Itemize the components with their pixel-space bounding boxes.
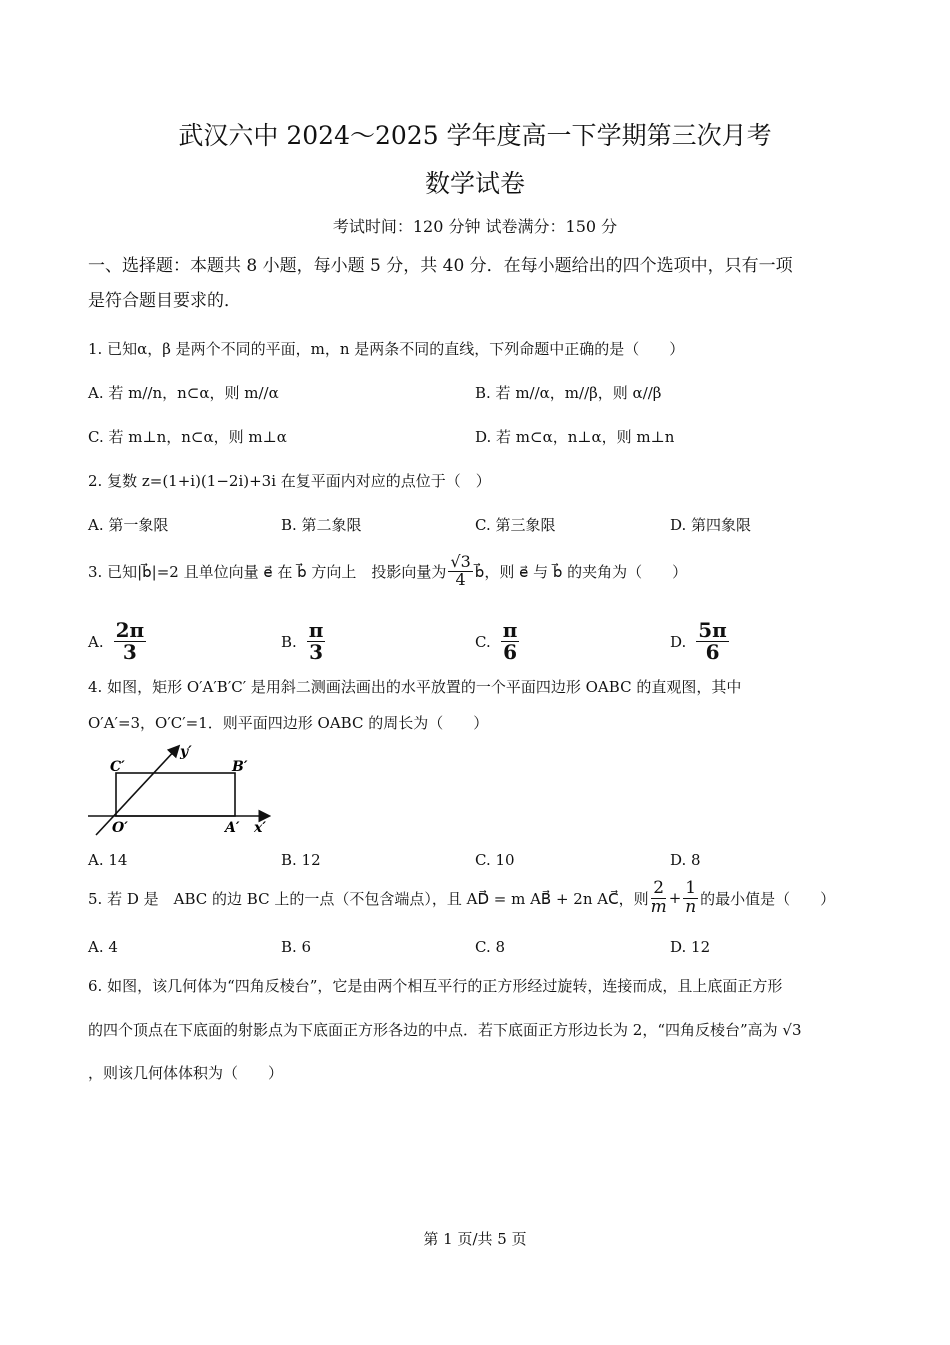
frac-den: 3 (309, 640, 324, 664)
question-5-stem-pre: 5. 若 D 是 ABC 的边 BC 上的一点（不包含端点），且 AD⃗ = m AB⃗ + 2n AC⃗，则 (88, 889, 649, 908)
question-4-option-c: C. 10 (475, 851, 515, 869)
frac-den: m (650, 896, 667, 917)
frac-num: 2 (653, 878, 665, 898)
frac-num: π (308, 618, 324, 642)
question-4-line1: 4. 如图，矩形 O′A′B′C′ 是用斜二测画法画出的水平放置的一个平面四边形 OABC 的直观图，其中 (88, 678, 742, 696)
question-5-option-d: D. 12 (670, 938, 711, 956)
exam-info: 考试时间：120 分钟 试卷满分：150 分 (332, 217, 618, 236)
question-4-option-d: D. 8 (670, 851, 701, 869)
label-c: C′ (110, 759, 125, 775)
label-a: A′ (225, 820, 240, 836)
question-2-stem: 2. 复数 z=(1+i)(1−2i)+3i 在复平面内对应的点位于（ ） (88, 472, 491, 490)
option-fraction (501, 620, 520, 663)
option-label: A. (88, 632, 104, 651)
frac-den: 6 (705, 640, 720, 664)
oblique-projection-figure (84, 740, 280, 838)
question-3-stem (88, 554, 687, 589)
section-heading-line2: 是符合题目要求的． (88, 291, 241, 311)
question-1-option-a: A. 若 m//n，n⊂α，则 m//α (88, 384, 279, 402)
plus-sign: + (668, 889, 682, 908)
frac-num: 2π (115, 618, 145, 642)
question-1-option-b: B. 若 m//α，m//β，则 α//β (475, 384, 662, 402)
frac-num: 5π (698, 618, 727, 642)
label-b: B′ (232, 759, 248, 775)
frac-den: 3 (122, 640, 137, 664)
exam-subtitle: 数学试卷 (424, 169, 525, 198)
question-4-option-b: B. 12 (281, 851, 321, 869)
question-5-stem (88, 880, 835, 917)
frac-den: n (685, 896, 697, 917)
label-x: x′ (254, 820, 267, 836)
question-3-option-c (475, 620, 519, 663)
question-3-frac-den: 4 (455, 569, 466, 589)
question-3-fraction (448, 554, 472, 589)
question-3-option-d (670, 620, 729, 663)
option-label: B. (281, 632, 297, 651)
frac-num: 1 (685, 878, 697, 898)
option-fraction (307, 620, 326, 663)
question-5-stem-post: 的最小值是（ ） (700, 889, 836, 908)
question-5-option-a: A. 4 (88, 938, 118, 956)
label-y: y′ (180, 744, 192, 760)
question-2-option-b: B. 第二象限 (281, 516, 362, 534)
question-5-fraction-1 (651, 880, 667, 917)
question-5-option-b: B. 6 (281, 938, 312, 956)
question-6-line1: 6. 如图，该几何体为“四角反棱台”，它是由两个相互平行的正方形经过旋转，连接而成，且上底面正方形 (88, 977, 783, 995)
question-3-stem-post: b⃗，则 e⃗ 与 b⃗ 的夹角为（ ） (474, 562, 688, 581)
question-5-option-c: C. 8 (475, 938, 506, 956)
label-o: O′ (112, 820, 128, 836)
question-3-option-b (281, 620, 325, 663)
question-4-option-a: A. 14 (88, 851, 128, 869)
frac-den: 6 (503, 640, 517, 664)
question-2-option-a: A. 第一象限 (88, 516, 169, 534)
question-3-option-a (88, 620, 146, 663)
question-2-option-c: C. 第三象限 (475, 516, 556, 534)
option-label: C. (475, 632, 491, 651)
option-label: D. (670, 632, 687, 651)
section-heading-line1: 一、选择题：本题共 8 小题，每小题 5 分，共 40 分．在每小题给出的四个选项中，只有一项 (88, 256, 793, 276)
question-3-frac-num: √3 (450, 552, 471, 571)
question-5-fraction-2 (683, 880, 698, 917)
page-footer: 第 1 页/共 5 页 (423, 1230, 527, 1248)
question-3-stem-pre: 3. 已知|b⃗|=2 且单位向量 e⃗ 在 b⃗ 方向上 投影向量为 (88, 562, 447, 581)
question-6-line3: ，则该几何体体积为（ ） (88, 1064, 284, 1082)
question-1-stem: 1. 已知α，β 是两个不同的平面，m，n 是两条不同的直线，下列命题中正确的是（ ） (88, 340, 685, 358)
y-axis (96, 747, 178, 835)
exam-title: 武汉六中 2024～2025 学年度高一下学期第三次月考 (178, 121, 772, 150)
question-2-option-d: D. 第四象限 (670, 516, 752, 534)
question-4-line2: O′A′=3，O′C′=1．则平面四边形 OABC 的周长为（ ） (88, 714, 489, 732)
question-1-option-d: D. 若 m⊂α，n⊥α，则 m⊥n (475, 428, 675, 446)
frac-num: π (502, 618, 518, 642)
option-fraction (696, 620, 729, 663)
question-1-option-c: C. 若 m⊥n，n⊂α，则 m⊥α (88, 428, 287, 446)
option-fraction (114, 620, 147, 663)
question-6-line2: 的四个顶点在下底面的射影点为下底面正方形各边的中点．若下底面正方形边长为 2，“四角反棱台”高为 √3 (88, 1021, 802, 1039)
